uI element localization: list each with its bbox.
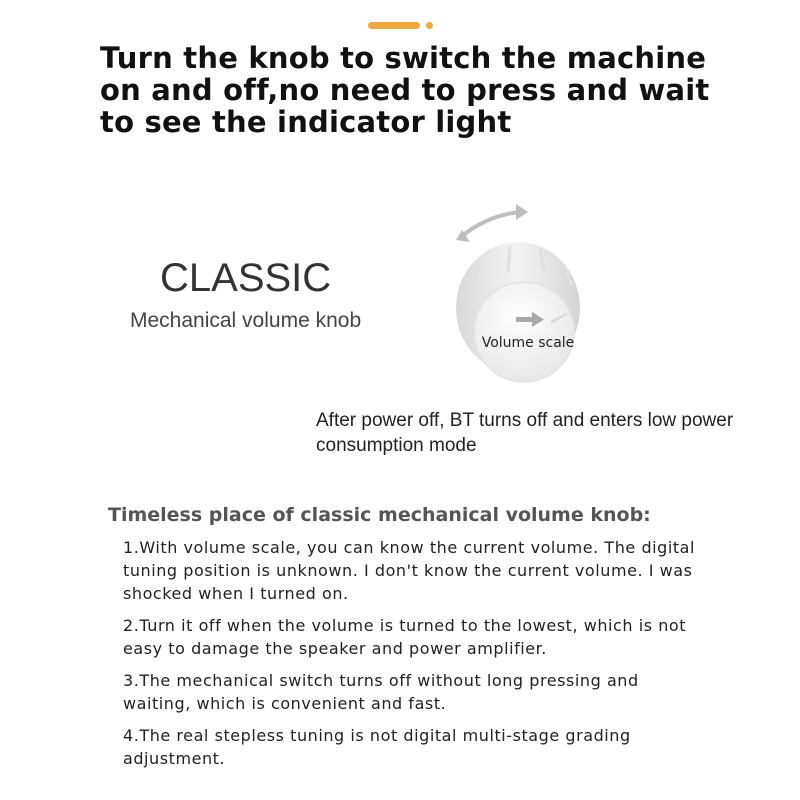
accent-dot	[426, 22, 433, 29]
feature-point: 3.The mechanical switch turns off without long pressing and waiting, which is convenient and fast.	[123, 671, 639, 713]
volume-scale-label: Volume scale	[481, 335, 575, 351]
power-off-note: After power off, BT turns off and enters low power consumption mode	[316, 410, 734, 456]
feature-point: 4.The real stepless tuning is not digital multi-stage grading adjustment.	[123, 726, 631, 768]
accent-bar	[368, 22, 420, 29]
headline: Turn the knob to switch the machine on and off,no need to press and wait to see the indicator light	[100, 41, 710, 139]
rotate-arrow-icon	[456, 204, 528, 242]
knob-subtitle: Mechanical volume knob	[130, 309, 362, 332]
section-heading: Timeless place of classic mechanical volume knob:	[108, 504, 651, 526]
volume-knob-icon	[440, 200, 620, 400]
feature-point: 1.With volume scale, you can know the current volume. The digital tuning position is unknown. I don't know the current volume. I was shocked when I turned on.	[123, 538, 696, 603]
feature-points-list	[123, 536, 703, 779]
classic-title: CLASSIC	[160, 256, 332, 300]
feature-point: 2.Turn it off when the volume is turned to the lowest, which is not easy to damage the speaker and power amplifier.	[123, 616, 687, 658]
